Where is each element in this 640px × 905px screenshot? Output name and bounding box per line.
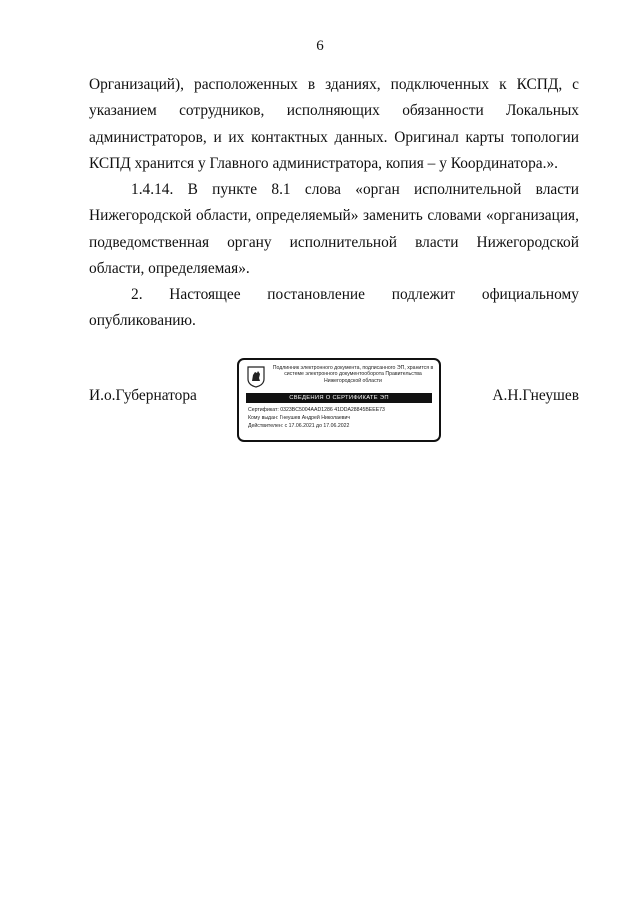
stamp-caption: Подлинник электронного документа, подписанного ЭП, хранится в системе электронного документооборота Правительства Нижегородской области	[272, 365, 434, 384]
paragraph-continuation: Организаций), расположенных в зданиях, подключенных к КСПД, с указанием сотрудников, исполняющих обязанности Локальных администраторов, и их контактных данных. Оригинал карты топологии КСПД хранится у Главного администратора, копия – у Координатора.».	[89, 76, 579, 172]
stamp-validity: Действителен: с 17.06.2021 до 17.06.2022	[248, 423, 350, 429]
stamp-title-bar: СВЕДЕНИЯ О СЕРТИФИКАТЕ ЭП	[246, 393, 432, 403]
paragraph-item-2: 2. Настоящее постановление подлежит официальному опубликованию.	[89, 286, 579, 330]
digital-signature-stamp	[237, 358, 441, 442]
paragraph-item-1-4-14: 1.4.14. В пункте 8.1 слова «орган исполнительной власти Нижегородской области, определяемый» заменить словами «организация, подведомственная органу исполнительной власти Нижегородской области, определяемая».	[89, 181, 579, 277]
page-number: 6	[316, 38, 324, 54]
signatory-name: А.Н.Гнеушев	[492, 387, 579, 404]
coat-of-arms-icon	[247, 366, 265, 388]
stamp-issued-to: Кому выдан: Гнеушев Андрей Николаевич	[248, 415, 351, 421]
stamp-certificate: Сертификат: 0323BC5004AAD1286 41DDA28845BEEE73	[248, 407, 385, 413]
signatory-position: И.о.Губернатора	[89, 387, 197, 404]
